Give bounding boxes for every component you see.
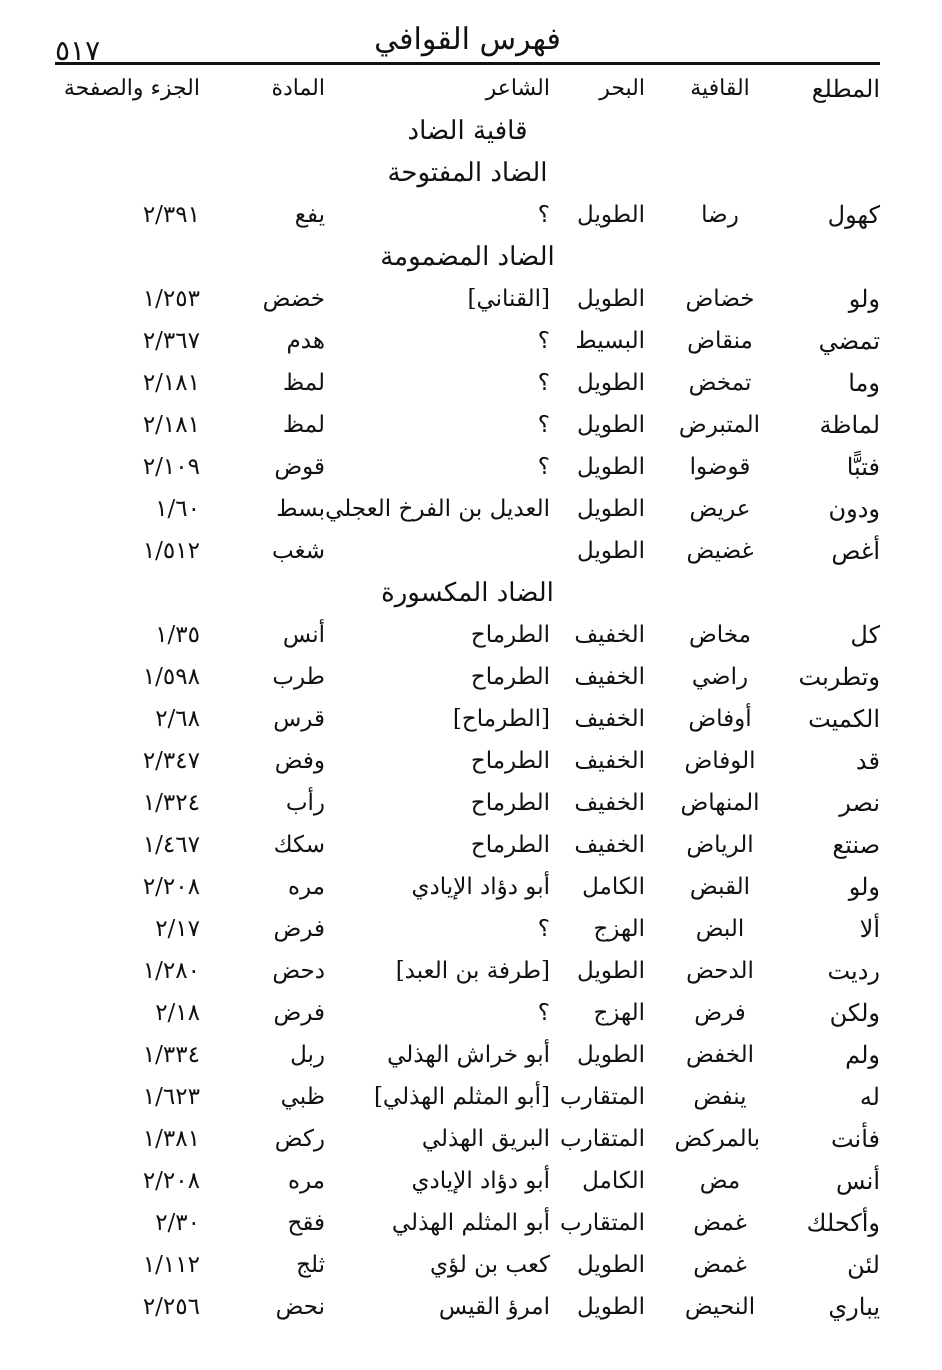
section-heading: الضاد المفتوحة (387, 158, 548, 188)
table-body (55, 110, 880, 1328)
cell-bahr: الكامل (582, 1168, 645, 1194)
cell-madda: لمظ (282, 370, 325, 396)
cell-juz: ٢/٣٩١ (142, 202, 200, 228)
cell-qafia: رضا (701, 202, 739, 228)
cell-bahr: الخفيف (574, 790, 645, 816)
cell-qafia: فرض (694, 1000, 746, 1026)
cell-shaer: ؟ (537, 1000, 550, 1026)
cell-matla: فأنت (830, 1125, 880, 1153)
cell-juz: ٢/١٠٩ (142, 454, 200, 480)
cell-qafia: غمض (693, 1210, 747, 1236)
cell-juz: ٢/٦٨ (155, 706, 200, 732)
cell-shaer: ؟ (537, 370, 550, 396)
cell-juz: ٢/١٨١ (142, 412, 200, 438)
cell-madda: شغب (272, 538, 325, 564)
cell-matla: فتبًّا (846, 453, 880, 481)
cell-qafia: الدحض (686, 958, 754, 984)
table-row (55, 446, 880, 488)
cell-madda: ثلج (296, 1252, 325, 1278)
cell-madda: فقح (287, 1210, 325, 1236)
cell-matla: نصر (839, 789, 880, 817)
cell-bahr: الطويل (577, 496, 645, 522)
cell-juz: ٢/١٨ (155, 1000, 200, 1026)
section-heading: الضاد المكسورة (381, 578, 554, 608)
cell-shaer: الطرماح (470, 622, 550, 648)
page-header (55, 12, 880, 67)
cell-madda: ظبي (280, 1084, 325, 1110)
table-row (55, 656, 880, 698)
section-heading: الضاد المضمومة (380, 242, 555, 272)
cell-juz: ٢/٣٠ (155, 1210, 200, 1236)
cell-matla: وما (848, 369, 880, 397)
cell-matla: له (859, 1083, 880, 1111)
cell-juz: ١/٢٥٣ (142, 286, 200, 312)
column-header-juz-page: الجزء والصفحة (63, 76, 200, 101)
table-row (55, 362, 880, 404)
cell-juz: ٢/١٨١ (142, 370, 200, 396)
cell-bahr: الطويل (577, 1252, 645, 1278)
cell-bahr: الطويل (577, 1294, 645, 1320)
cell-madda: مره (287, 874, 325, 900)
cell-matla: أنس (836, 1167, 880, 1195)
cell-juz: ١/٥٩٨ (142, 664, 200, 690)
cell-shaer: ؟ (537, 202, 550, 228)
cell-matla: أغص (831, 537, 880, 565)
cell-madda: نحض (275, 1294, 325, 1320)
cell-bahr: الطويل (577, 370, 645, 396)
table-row (55, 908, 880, 950)
column-header-bahr: البحر (599, 76, 645, 101)
cell-shaer: الطرماح (470, 664, 550, 690)
cell-bahr: البسيط (575, 328, 645, 354)
cell-madda: دحض (272, 958, 325, 984)
cell-matla: قد (855, 747, 880, 775)
cell-shaer: أبو المثلم الهذلي (391, 1210, 550, 1236)
cell-bahr: الخفيف (574, 622, 645, 648)
table-row (55, 1202, 880, 1244)
cell-bahr: الكامل (582, 874, 645, 900)
cell-madda: قرس (273, 706, 325, 732)
cell-qafia: تمخض (688, 370, 752, 396)
cell-madda: وفض (274, 748, 325, 774)
column-header-row (55, 70, 880, 110)
cell-madda: فرض (273, 916, 325, 942)
header-rule (55, 62, 880, 65)
cell-juz: ١/٦٢٣ (142, 1084, 200, 1110)
cell-juz: ١/٣٢٤ (142, 790, 200, 816)
cell-qafia: النحيض (684, 1294, 756, 1320)
cell-bahr: الهزج (593, 1000, 645, 1026)
cell-qafia: الوفاض (684, 748, 756, 774)
table-row (55, 530, 880, 572)
cell-madda: خضض (262, 286, 325, 312)
table-row (55, 404, 880, 446)
cell-bahr: الخفيف (574, 706, 645, 732)
cell-matla: لماظة (819, 411, 880, 439)
cell-juz: ٢/٣٤٧ (142, 748, 200, 774)
cell-qafia: عريض (689, 496, 751, 522)
cell-matla: ولو (848, 285, 880, 313)
cell-juz: ١/٣٣٤ (142, 1042, 200, 1068)
cell-qafia: منقاض (687, 328, 753, 354)
cell-shaer: أبو دؤاد الإيادي (411, 1168, 550, 1194)
cell-qafia: المتبرض (678, 412, 760, 438)
table-row (55, 320, 880, 362)
cell-matla: وأكحلك (806, 1209, 880, 1237)
cell-matla: ودون (828, 495, 880, 523)
cell-madda: بسط (276, 496, 325, 522)
column-header-matla: المطلع (811, 75, 880, 103)
cell-shaer: كعب بن لؤي (429, 1252, 550, 1278)
cell-shaer: [القناني] (467, 286, 550, 312)
table-row (55, 488, 880, 530)
cell-madda: هدم (286, 328, 325, 354)
cell-qafia: مض (699, 1168, 741, 1194)
cell-bahr: الطويل (577, 958, 645, 984)
rhymes-index-table (55, 70, 880, 1328)
cell-shaer: ؟ (537, 916, 550, 942)
cell-juz: ١/٣٨١ (142, 1126, 200, 1152)
cell-qafia: بالمركض (674, 1126, 760, 1152)
table-row (55, 782, 880, 824)
cell-bahr: الطويل (577, 202, 645, 228)
cell-matla: ولو (848, 873, 880, 901)
cell-madda: رأب (285, 790, 325, 816)
table-row (55, 698, 880, 740)
cell-shaer: البريق الهذلي (421, 1126, 550, 1152)
table-row (55, 1076, 880, 1118)
column-header-qafia: القافية (690, 76, 750, 101)
cell-bahr: المتقارب (559, 1210, 645, 1236)
cell-shaer: ؟ (537, 412, 550, 438)
cell-shaer: امرؤ القيس (438, 1294, 550, 1320)
cell-shaer: الطرماح (470, 748, 550, 774)
cell-bahr: الهزج (593, 916, 645, 942)
cell-qafia: المنهاض (680, 790, 760, 816)
section-heading: قافية الضاد (407, 116, 528, 146)
table-row (55, 278, 880, 320)
cell-matla: كل (850, 621, 880, 649)
cell-bahr: الطويل (577, 1042, 645, 1068)
cell-madda: أنس (282, 622, 325, 648)
cell-qafia: القبض (689, 874, 751, 900)
cell-juz: ٢/١٧ (155, 916, 200, 942)
cell-madda: ربل (290, 1042, 325, 1068)
table-row (55, 866, 880, 908)
cell-madda: سكك (273, 832, 325, 858)
column-header-madda: المادة (271, 76, 325, 101)
cell-qafia: أوفاض (688, 706, 752, 732)
cell-madda: طرب (272, 664, 325, 690)
cell-bahr: الخفيف (574, 664, 645, 690)
cell-bahr: الطويل (577, 538, 645, 564)
cell-juz: ١/١١٢ (142, 1252, 200, 1278)
table-row (55, 1160, 880, 1202)
cell-bahr: المتقارب (559, 1126, 645, 1152)
cell-shaer: ؟ (537, 328, 550, 354)
cell-bahr: المتقارب (559, 1084, 645, 1110)
column-header-shaer: الشاعر (485, 76, 550, 101)
cell-matla: ولم (845, 1041, 880, 1069)
cell-matla: ألا (859, 915, 880, 943)
cell-qafia: ينفض (693, 1084, 747, 1110)
cell-matla: لئن (847, 1251, 880, 1279)
table-row (55, 824, 880, 866)
table-row (55, 1118, 880, 1160)
cell-juz: ٢/٢٠٨ (142, 1168, 200, 1194)
cell-juz: ١/٤٦٧ (142, 832, 200, 858)
table-row (55, 194, 880, 236)
cell-qafia: غضيض (686, 538, 754, 564)
cell-madda: قوض (274, 454, 325, 480)
table-row (55, 992, 880, 1034)
table-row (55, 614, 880, 656)
cell-matla: الكميت (808, 705, 880, 733)
cell-qafia: الخفض (685, 1042, 755, 1068)
table-row (55, 950, 880, 992)
cell-bahr: الطويل (577, 454, 645, 480)
cell-shaer: الطرماح (470, 832, 550, 858)
cell-juz: ١/٢٨٠ (142, 958, 200, 984)
cell-matla: صنتع (832, 831, 880, 859)
cell-matla: تمضي (818, 327, 880, 355)
cell-qafia: راضي (691, 664, 749, 690)
table-row (55, 1286, 880, 1328)
cell-qafia: خضاض (685, 286, 755, 312)
cell-shaer: [طرفة بن العبد] (395, 958, 550, 984)
cell-madda: مره (287, 1168, 325, 1194)
cell-shaer: أبو خراش الهذلي (387, 1042, 550, 1068)
cell-juz: ١/٣٥ (155, 622, 200, 648)
cell-shaer: [الطرماح] (452, 706, 550, 732)
cell-qafia: غمض (693, 1252, 747, 1278)
cell-juz: ٢/٢٥٦ (142, 1294, 200, 1320)
cell-madda: يفع (294, 202, 325, 228)
cell-juz: ١/٦٠ (155, 496, 200, 522)
cell-shaer: ؟ (537, 454, 550, 480)
cell-bahr: الطويل (577, 412, 645, 438)
cell-madda: فرض (273, 1000, 325, 1026)
cell-matla: يباري (828, 1293, 880, 1321)
cell-madda: ركض (274, 1126, 325, 1152)
table-row (55, 1244, 880, 1286)
cell-matla: رديت (827, 957, 880, 985)
cell-juz: ٢/٢٠٨ (142, 874, 200, 900)
cell-shaer: العديل بن الفرخ العجلي (325, 496, 550, 522)
cell-qafia: مخاض (689, 622, 751, 648)
cell-juz: ١/٥١٢ (142, 538, 200, 564)
cell-matla: ولكن (829, 999, 880, 1027)
cell-shaer: أبو دؤاد الإيادي (411, 874, 550, 900)
cell-matla: وتطربت (798, 663, 880, 691)
cell-juz: ٢/٣٦٧ (142, 328, 200, 354)
cell-bahr: الخفيف (574, 832, 645, 858)
cell-matla: كهول (827, 201, 880, 229)
cell-qafia: البض (695, 916, 745, 942)
cell-shaer: [أبو المثلم الهذلي] (373, 1084, 550, 1110)
cell-bahr: الطويل (577, 286, 645, 312)
cell-bahr: الخفيف (574, 748, 645, 774)
cell-qafia: الرياض (686, 832, 754, 858)
page-title: فهرس القوافي (374, 22, 561, 57)
table-row (55, 1034, 880, 1076)
page-number: ٥١٧ (55, 34, 101, 67)
cell-shaer: الطرماح (470, 790, 550, 816)
cell-madda: لمظ (282, 412, 325, 438)
table-row (55, 740, 880, 782)
cell-qafia: قوضوا (689, 454, 751, 480)
